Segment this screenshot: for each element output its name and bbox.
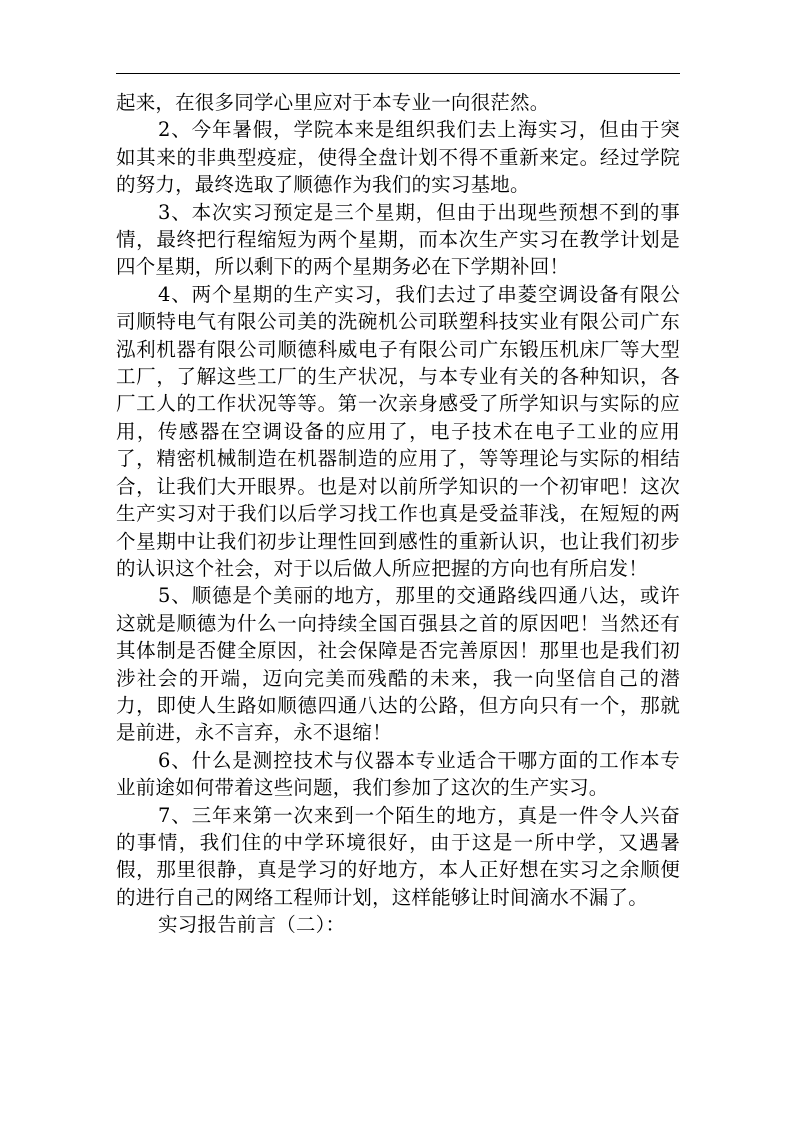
paragraph-item-2: 2、今年暑假，学院本来是组织我们去上海实习，但由于突如其来的非典型疫症，使得全盘计划不得不重新来定。经过学院的努力，最终选取了顺德作为我们的实习基地。	[116, 118, 680, 197]
document-body	[116, 89, 680, 939]
header-rule	[116, 73, 680, 74]
paragraph-item-5: 5、顺德是个美丽的地方，那里的交通路线四通八达，或许这就是顺德为什么一向持续全国百强县之首的原因吧！当然还有其体制是否健全原因，社会保障是否完善原因！那里也是我们初涉社会的开端，迈向完美而残酷的未来，我一向坚信自己的潜力，即使人生路如顺德四通八达的公路，但方向只有一个，那就是前进，永不言弃，永不退缩！	[116, 584, 680, 745]
paragraph-continuation: 起来，在很多同学心里应对于本专业一向很茫然。	[116, 91, 550, 114]
paragraph-item-3: 3、本次实习预定是三个星期，但由于出现些预想不到的事情，最终把行程缩短为两个星期，而本次生产实习在教学计划是四个星期，所以剩下的两个星期务必在下学期补回！	[116, 200, 680, 279]
section-heading: 实习报告前言（二）：	[158, 913, 346, 937]
paragraph-item-4: 4、两个星期的生产实习，我们去过了串菱空调设备有限公司顺特电气有限公司美的洗碗机公司联塑科技实业有限公司广东泓利机器有限公司顺德科威电子有限公司广东锻压机床厂等大型工厂，了解这些工厂的生产状况，与本专业有关的各种知识，各厂工人的工作状况等等。第一次亲身感受了所学知识与实际的应用，传感器在空调设备的应用了，电子技术在电子工业的应用了，精密机械制造在机器制造的应用了，等等理论与实际的相结合，让我们大开眼界。也是对以前所学知识的一个初审吧！这次生产实习对于我们以后学习找工作也真是受益菲浅，在短短的两个星期中让我们初步让理性回到感性的重新认识，也让我们初步的认识这个社会，对于以后做人所应把握的方向也有所启发！	[116, 282, 680, 580]
paragraph-item-7: 7、三年来第一次来到一个陌生的地方，真是一件令人兴奋的事情，我们住的中学环境很好，由于这是一所中学，又遇暑假，那里很静，真是学习的好地方，本人正好想在实习之余顺便的进行自己的网络工程师计划，这样能够让时间滴水不漏了。	[116, 803, 680, 909]
paragraph-item-6: 6、什么是测控技术与仪器本专业适合干哪方面的工作本专业前途如何带着这些问题，我们参加了这次的生产实习。	[116, 748, 680, 800]
